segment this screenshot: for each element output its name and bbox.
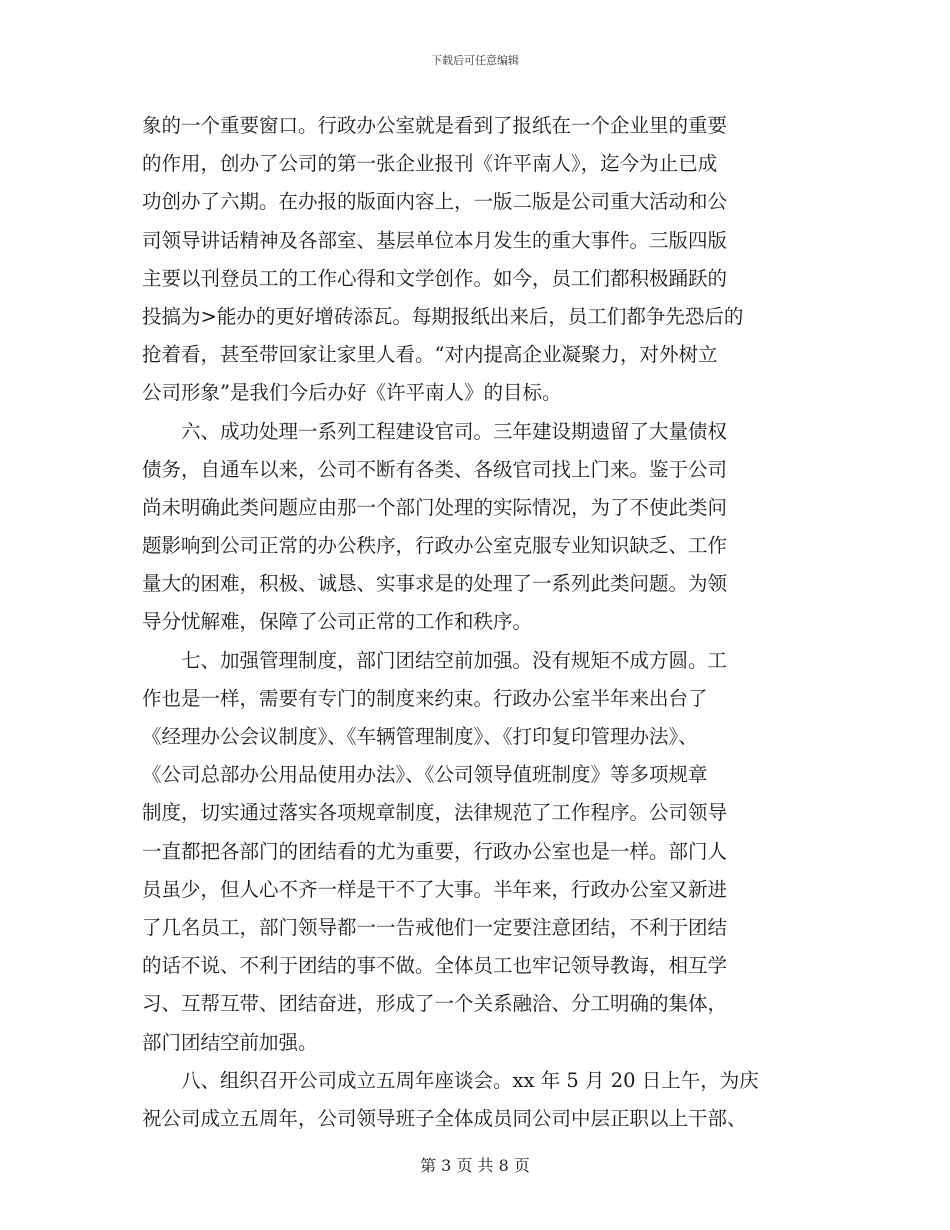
paragraph-first-line: 八、组织召开公司成立五周年座谈会。xx 年 5 月 20 日上午，为庆	[181, 1068, 759, 1092]
text-line: 一直都把各部门的团结看的尤为重要，行政办公室也是一样。部门人	[142, 839, 728, 863]
text-line: 导分忧解难，保障了公司正常的工作和秩序。	[142, 610, 533, 634]
text-line: 部门团结空前加强。	[142, 1030, 318, 1054]
text-line: 象的一个重要窗口。行政办公室就是看到了报纸在一个企业里的重要	[142, 114, 728, 137]
text-line: 作也是一样，需要有专门的制度来约束。行政办公室半年来出台了	[142, 686, 708, 710]
text-line: 《公司总部办公用品使用办法》、《公司领导值班制度》等多项规章	[142, 763, 708, 787]
text-line: 司领导讲话精神及各部室、基层单位本月发生的重大事件。三版四版	[142, 228, 728, 252]
text-line: 题影响到公司正常的办公秩序，行政办公室克服专业知识缺乏、工作	[142, 534, 728, 558]
text-line: 的作用，创办了公司的第一张企业报刊《许平南人》，迄今为止已成	[142, 152, 718, 176]
text-line: 的话不说、不利于团结的事不做。全体员工也牢记领导教诲，相互学	[142, 954, 728, 978]
page-header: 下载后可任意编辑	[431, 54, 519, 67]
text-line: 抢着看，甚至带回家让家里人看。“对内提高企业凝聚力，对外树立	[142, 343, 718, 367]
text-line: 员虽少，但人心不齐一样是干不了大事。半年来，行政办公室又新进	[142, 877, 728, 901]
text-line: 《经理办公会议制度》、《车辆管理制度》、《打印复印管理办法》、	[142, 725, 698, 748]
text-line: 尚未明确此类问题应由那一个部门处理的实际情况，为了不使此类问	[142, 495, 728, 519]
text-line: 了几名员工，部门领导都一一告戒他们一定要注意团结，不利于团结	[142, 915, 728, 939]
text-line: 祝公司成立五周年，公司领导班子全体成员同公司中层正职以上干部、	[142, 1106, 747, 1130]
text-line: 公司形象”是我们今后办好《许平南人》的目标。	[142, 381, 562, 405]
paragraph-first-line: 七、加强管理制度，部门团结空前加强。没有规矩不成方圆。工	[181, 648, 728, 672]
text-line: 主要以刊登员工的工作心得和文学创作。如今，员工们都积极踊跃的	[142, 266, 728, 290]
text-line: 习、互帮互带、团结奋进，形成了一个关系融洽、分工明确的集体，	[142, 992, 728, 1016]
page-footer: 第 3 页 共 8 页	[420, 1156, 530, 1175]
text-line: 功创办了六期。在办报的版面内容上，一版二版是公司重大活动和公	[142, 190, 728, 214]
text-line: 量大的困难，积极、诚恳、实事求是的处理了一系列此类问题。为领	[142, 572, 728, 596]
paragraph-first-line: 六、成功处理一系列工程建设官司。三年建设期遗留了大量债权	[181, 419, 728, 443]
text-line: 制度，切实通过落实各项规章制度，法律规范了工作程序。公司领导	[142, 801, 728, 825]
text-line: 债务，自通车以来，公司不断有各类、各级官司找上门来。鉴于公司	[142, 457, 728, 481]
text-line: 投搞为>能办的更好增砖添瓦。每期报纸出来后，员工们都争先恐后的	[142, 304, 744, 328]
document-body	[142, 107, 812, 1138]
